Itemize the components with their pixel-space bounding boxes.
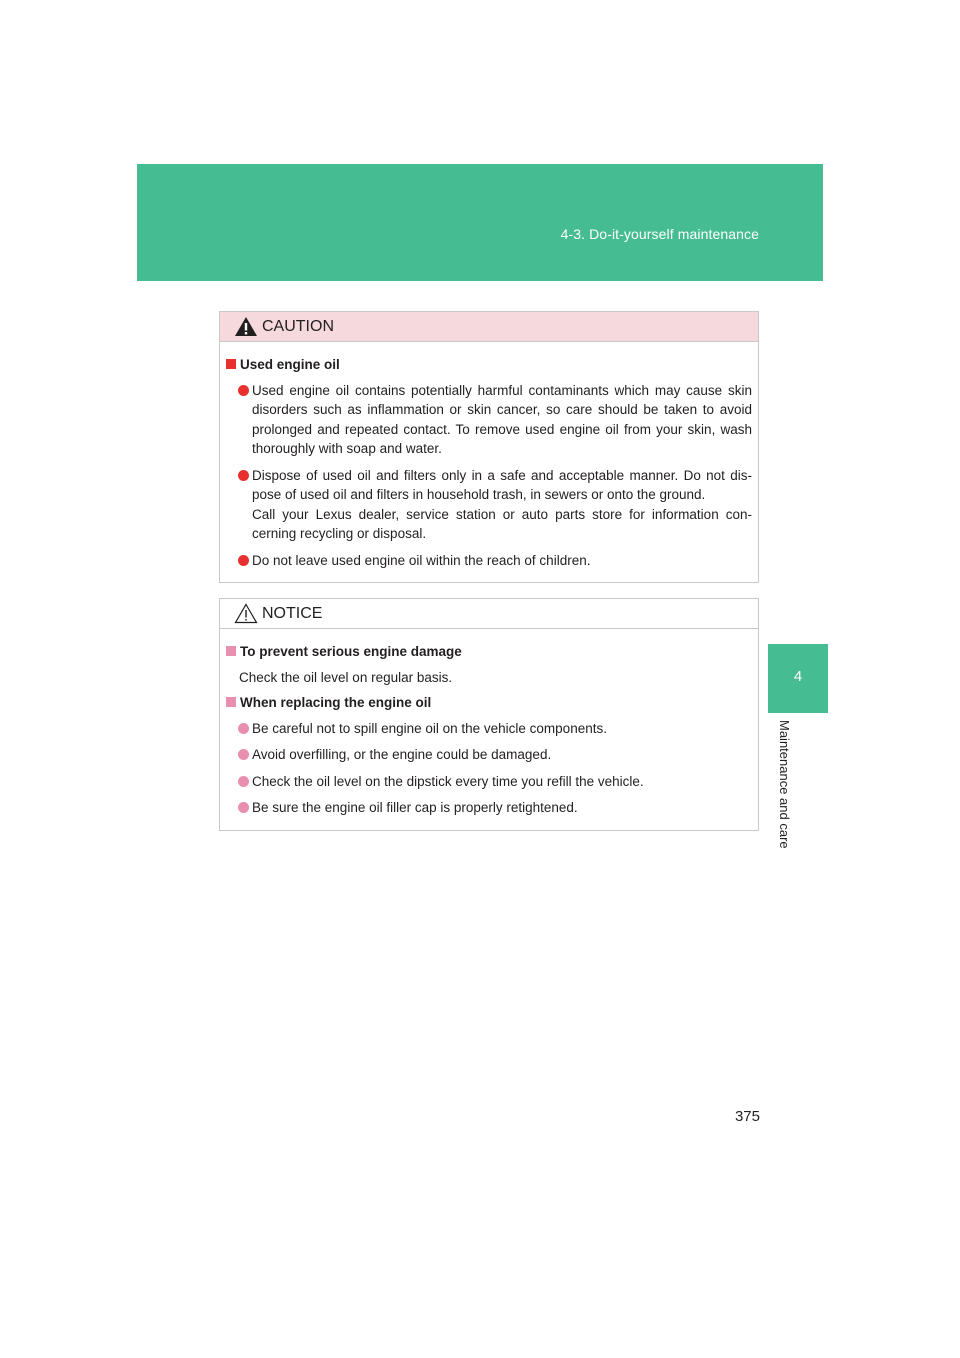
- bullet-dot-icon: [238, 555, 249, 566]
- notice-bullet: Be sure the engine oil filler cap is properly retightened.: [226, 798, 752, 818]
- bullet-dot-icon: [238, 723, 249, 734]
- caution-label: CAUTION: [262, 318, 334, 335]
- bullet-dot-icon: [238, 802, 249, 813]
- section-title: 4-3. Do-it-yourself maintenance: [560, 226, 759, 242]
- bullet-dot-icon: [238, 385, 249, 396]
- bullet-dot-icon: [238, 470, 249, 481]
- notice-bullet: Check the oil level on the dipstick every time you refill the vehicle.: [226, 772, 752, 792]
- caution-header: [220, 312, 758, 342]
- notice-body: [220, 629, 758, 818]
- notice-section-title: When replacing the engine oil: [226, 693, 752, 713]
- notice-bullet: Avoid overfilling, or the engine could be damaged.: [226, 745, 752, 765]
- warning-triangle-icon: [234, 316, 258, 337]
- notice-label: NOTICE: [262, 605, 323, 622]
- header-band: [137, 164, 823, 281]
- square-bullet-icon: [226, 359, 236, 369]
- caution-bullet: Used engine oil contains potentially harmful contaminants which may cause skin disorders such as inflammation or skin cancer, so care should be taken to avoid prolonged and repeated contact. To remove used engine oil from your skin, wash thoroughly with soap and water.: [226, 381, 752, 459]
- warning-triangle-outline-icon: [234, 603, 258, 624]
- bullet-dot-icon: [238, 776, 249, 787]
- caution-bullet: Dispose of used oil and filters only in a safe and acceptable manner. Do not dis- pose of used oil and filters in household trash, in sewers or onto the ground. Call your Lexus dealer, service station or auto parts store for information con- cerning recycling or disposal.: [226, 466, 752, 544]
- caution-bullet: Do not leave used engine oil within the reach of children.: [226, 551, 752, 571]
- chapter-label: Maintenance and care: [777, 720, 792, 849]
- notice-section-title: To prevent serious engine damage: [226, 642, 752, 662]
- caution-section-title: Used engine oil: [226, 355, 752, 375]
- caution-body: [220, 342, 758, 570]
- square-bullet-icon: [226, 646, 236, 656]
- notice-text: Check the oil level on regular basis.: [239, 669, 453, 685]
- notice-box: [219, 598, 759, 831]
- caution-box: [219, 311, 759, 583]
- notice-bullet: Be careful not to spill engine oil on the vehicle components.: [226, 719, 752, 739]
- page-number: 375: [734, 1108, 760, 1125]
- square-bullet-icon: [226, 697, 236, 707]
- chapter-tab: [768, 644, 828, 713]
- chapter-number: 4: [793, 668, 803, 685]
- bullet-dot-icon: [238, 749, 249, 760]
- notice-header: [220, 599, 758, 629]
